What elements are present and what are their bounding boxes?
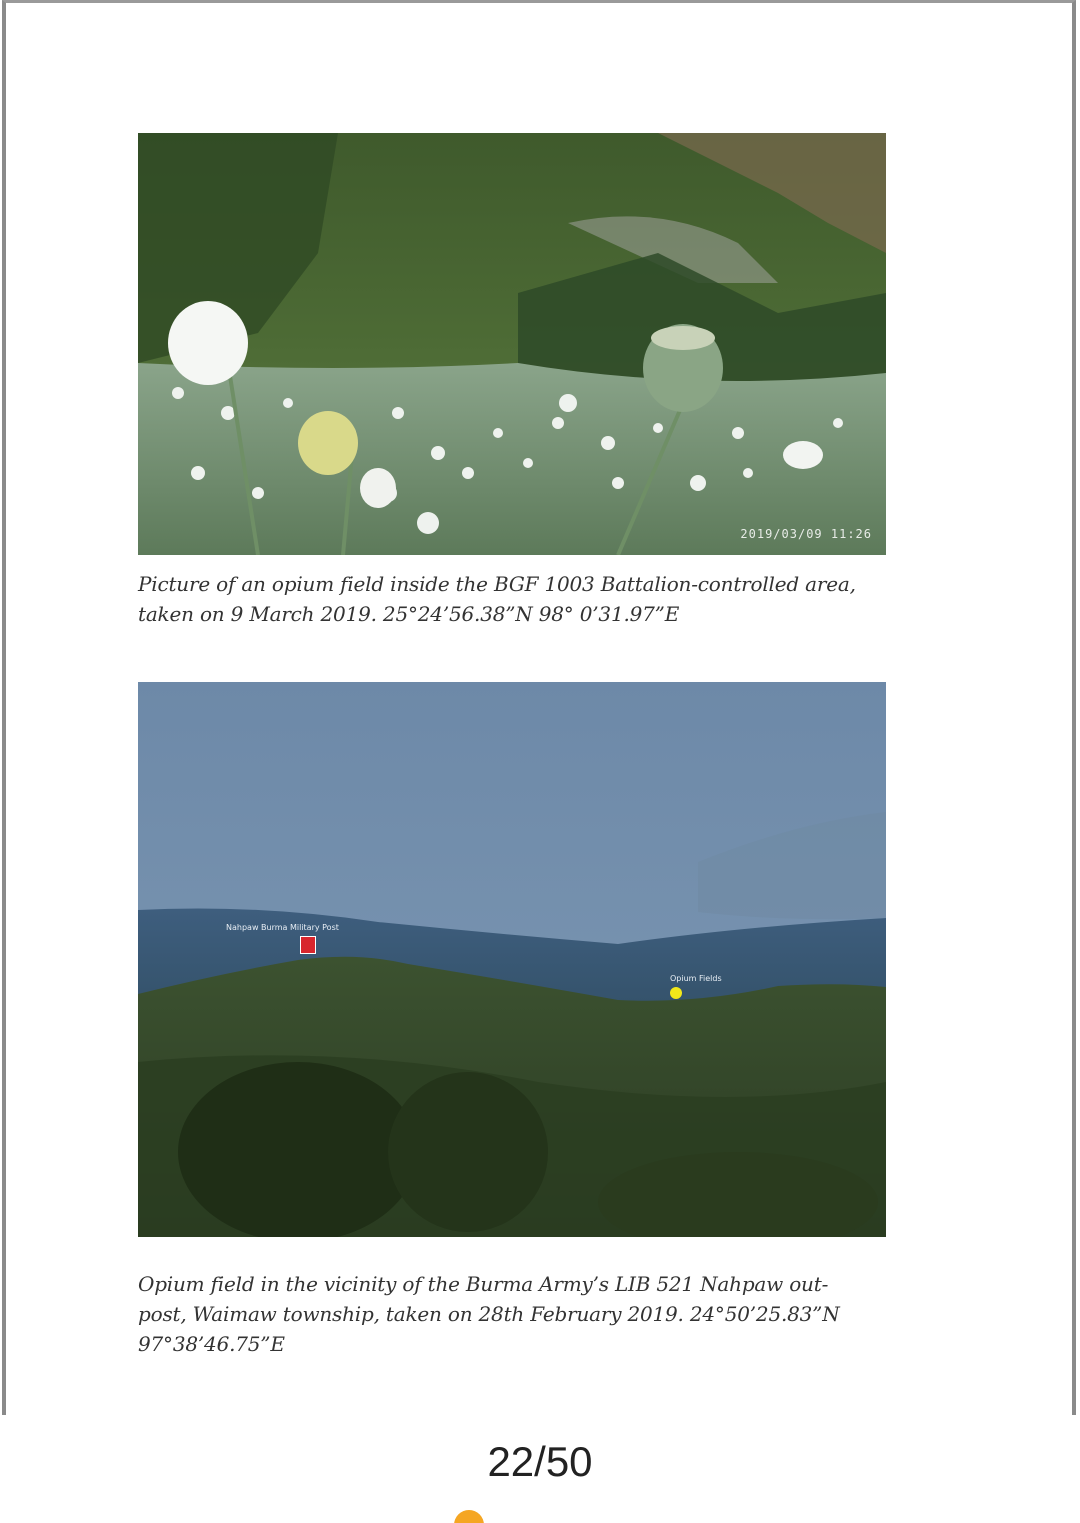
military-post-marker-icon <box>300 936 316 954</box>
military-post-label: Nahpaw Burma Military Post <box>226 923 339 932</box>
photo-timestamp: 2019/03/09 11:26 <box>740 527 872 541</box>
hillside-image <box>138 682 886 1237</box>
opium-fields-marker-icon <box>670 987 682 999</box>
photo-caption: Picture of an opium field inside the BGF 1003 Battalion-controlled area, taken on 9 March 2019. 25°24’56.38”N 98° 0’31.97”E <box>138 572 856 626</box>
opium-fields-label: Opium Fields <box>670 974 722 983</box>
document-page[interactable] <box>2 0 1076 1415</box>
page-indicator: 22/50 <box>487 1438 593 1485</box>
scroll-handle[interactable] <box>454 1510 484 1523</box>
photo-caption: Opium field in the vicinity of the Burma Army’s LIB 521 Nahpaw out-post, Waimaw township, taken on 28th February 2019. 24°50’25.83”N 97°38’46.75”E <box>138 1272 840 1356</box>
opium-field-image <box>138 133 886 555</box>
opium-field-photo <box>138 133 886 555</box>
hillside-photo <box>138 682 886 1237</box>
